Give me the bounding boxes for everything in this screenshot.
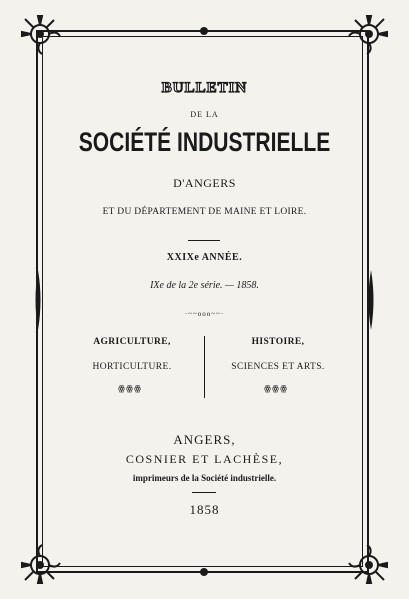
left-column-line1: AGRICULTURE, — [93, 337, 171, 347]
right-column-line1: HISTOIRE, — [251, 337, 305, 347]
publisher-name: COSNIER ET LACHÈSE, — [125, 452, 284, 466]
corner-ornament-icon — [18, 543, 62, 587]
society-name: SOCIÉTÉ INDUSTRIELLE — [78, 127, 331, 157]
left-column-line2: HORTICULTURE. — [92, 362, 172, 372]
department-name: ET DU DÉPARTEMENT DE MAINE ET LOIRE. — [102, 207, 307, 217]
top-flourish-icon — [198, 25, 210, 37]
bulletin-title: BULLETIN — [161, 80, 248, 96]
right-column-ornament: ꙮꙮꙮ — [264, 384, 289, 393]
right-column-line2: SCIENCES ET ARTS. — [231, 362, 325, 372]
column-divider — [204, 336, 205, 398]
annee-line: XXIXe ANNÉE. — [166, 252, 243, 263]
publication-year: 1858 — [189, 502, 220, 517]
separator-ornament: ·~~ooo~~· — [184, 310, 225, 318]
serie-line: IXe de la 2e série. — 1858. — [150, 280, 259, 291]
side-flourish-icon — [33, 270, 43, 330]
corner-ornament-icon — [347, 543, 391, 587]
city-name: D'ANGERS — [173, 176, 236, 190]
de-la-text: DE LA — [190, 110, 219, 119]
corner-ornament-icon — [347, 12, 391, 56]
bottom-flourish-icon — [198, 566, 210, 578]
divider-rule — [192, 492, 216, 493]
divider-rule — [188, 240, 220, 241]
publisher-city: ANGERS, — [173, 432, 236, 447]
left-column-ornament: ꙮꙮꙮ — [118, 384, 143, 393]
printer-note: imprimeurs de la Société industrielle. — [132, 473, 277, 483]
side-flourish-icon — [366, 270, 376, 330]
corner-ornament-icon — [18, 12, 62, 56]
